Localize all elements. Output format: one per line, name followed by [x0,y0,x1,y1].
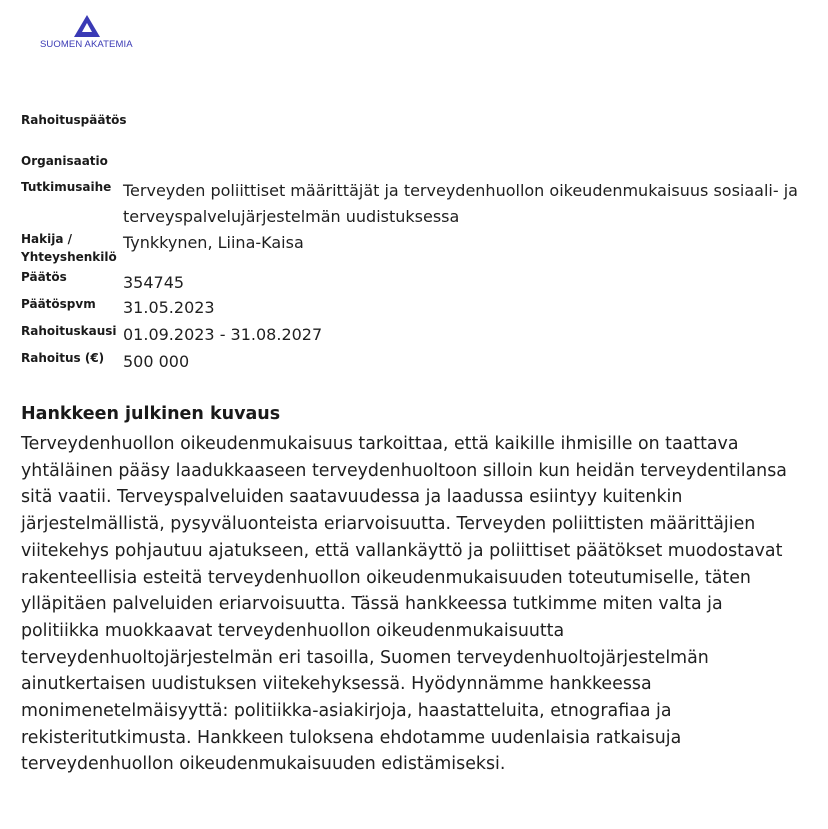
field-label: Päätös [21,270,67,284]
description-line: järjestelmällistä, pysyväluonteista eriarvoisuutta. Terveyden poliittisten määrittäjien [21,514,756,535]
field-value: 500 000 [123,352,190,371]
section-title: Hankkeen julkinen kuvaus [21,404,281,424]
description-line: rekisteritutkimusta. Hankkeen tuloksena ehdotamme uudenlaisia ratkaisuja [21,727,682,748]
description-line: rakenteellisia esteitä terveydenhuollon oikeudenmukaisuuden toteutumiselle, täten [21,567,751,588]
field-value: 31.05.2023 [123,298,215,317]
field-value: 01.09.2023 - 31.08.2027 [123,325,323,344]
description-line: ainutkertaisen uudistuksen viitekehyksessä. Hyödynnämme hankkeessa [21,674,652,695]
field-value: Terveyden poliittiset määrittäjät ja terveydenhuollon oikeudenmukaisuus sosiaali- ja terveyspalvelujärjestelmän uudistuksessa [123,181,798,226]
description-line: yhtäläinen pääsy laadukkaaseen terveydenhuoltoon silloin kun heidän terveydentilansa [21,460,787,481]
description-line: ylläpitäen palveluiden eriarvoisuutta. Tässä hankkeessa tutkimme miten valta ja [21,594,723,615]
description-line: terveydenhuollon oikeudenmukaisuuden edistämiseksi. [21,754,506,775]
description-line: sitä vaatii. Terveyspalveluiden saatavuudessa ja laadussa esiintyy kuitenkin [21,487,683,508]
description-line: terveydenhuoltojärjestelmän eri tasoilla, Suomen terveydenhuoltojärjestelmän [21,647,709,668]
field-label [21,230,121,266]
field-label: Organisaatio [21,154,108,168]
field-label: Päätöspvm [21,297,96,311]
logo [40,14,140,54]
field-label: Rahoitus (€) [21,351,105,365]
field-value: 354745 [123,273,185,292]
description-line: viitekehys pohjautuu ajatukseen, että vallankäyttö ja poliittiset päätökset muodostavat [21,540,783,561]
description-text [21,431,811,778]
triangle-logo-icon [73,14,101,38]
document-title: Rahoituspäätös [21,113,127,127]
field-value: Tynkkynen, Liina-Kaisa [123,233,304,252]
description-line: politiikka muokkaavat terveydenhuollon oikeudenmukaisuutta [21,620,565,641]
field-label: Rahoituskausi [21,324,117,338]
description-line: monimenetelmäisyyttä: politiikka-asiakirjoja, haastatteluita, etnografiaa ja [21,701,672,722]
field-label-line: Yhteyshenkilö [21,250,117,264]
field-label-line: Hakija / [21,232,73,246]
logo-text: SUOMEN AKATEMIA [40,39,133,50]
field-label: Tutkimusaihe [21,180,112,194]
description-line: Terveydenhuollon oikeudenmukaisuus tarkoittaa, että kaikille ihmisille on taattava [21,434,739,454]
